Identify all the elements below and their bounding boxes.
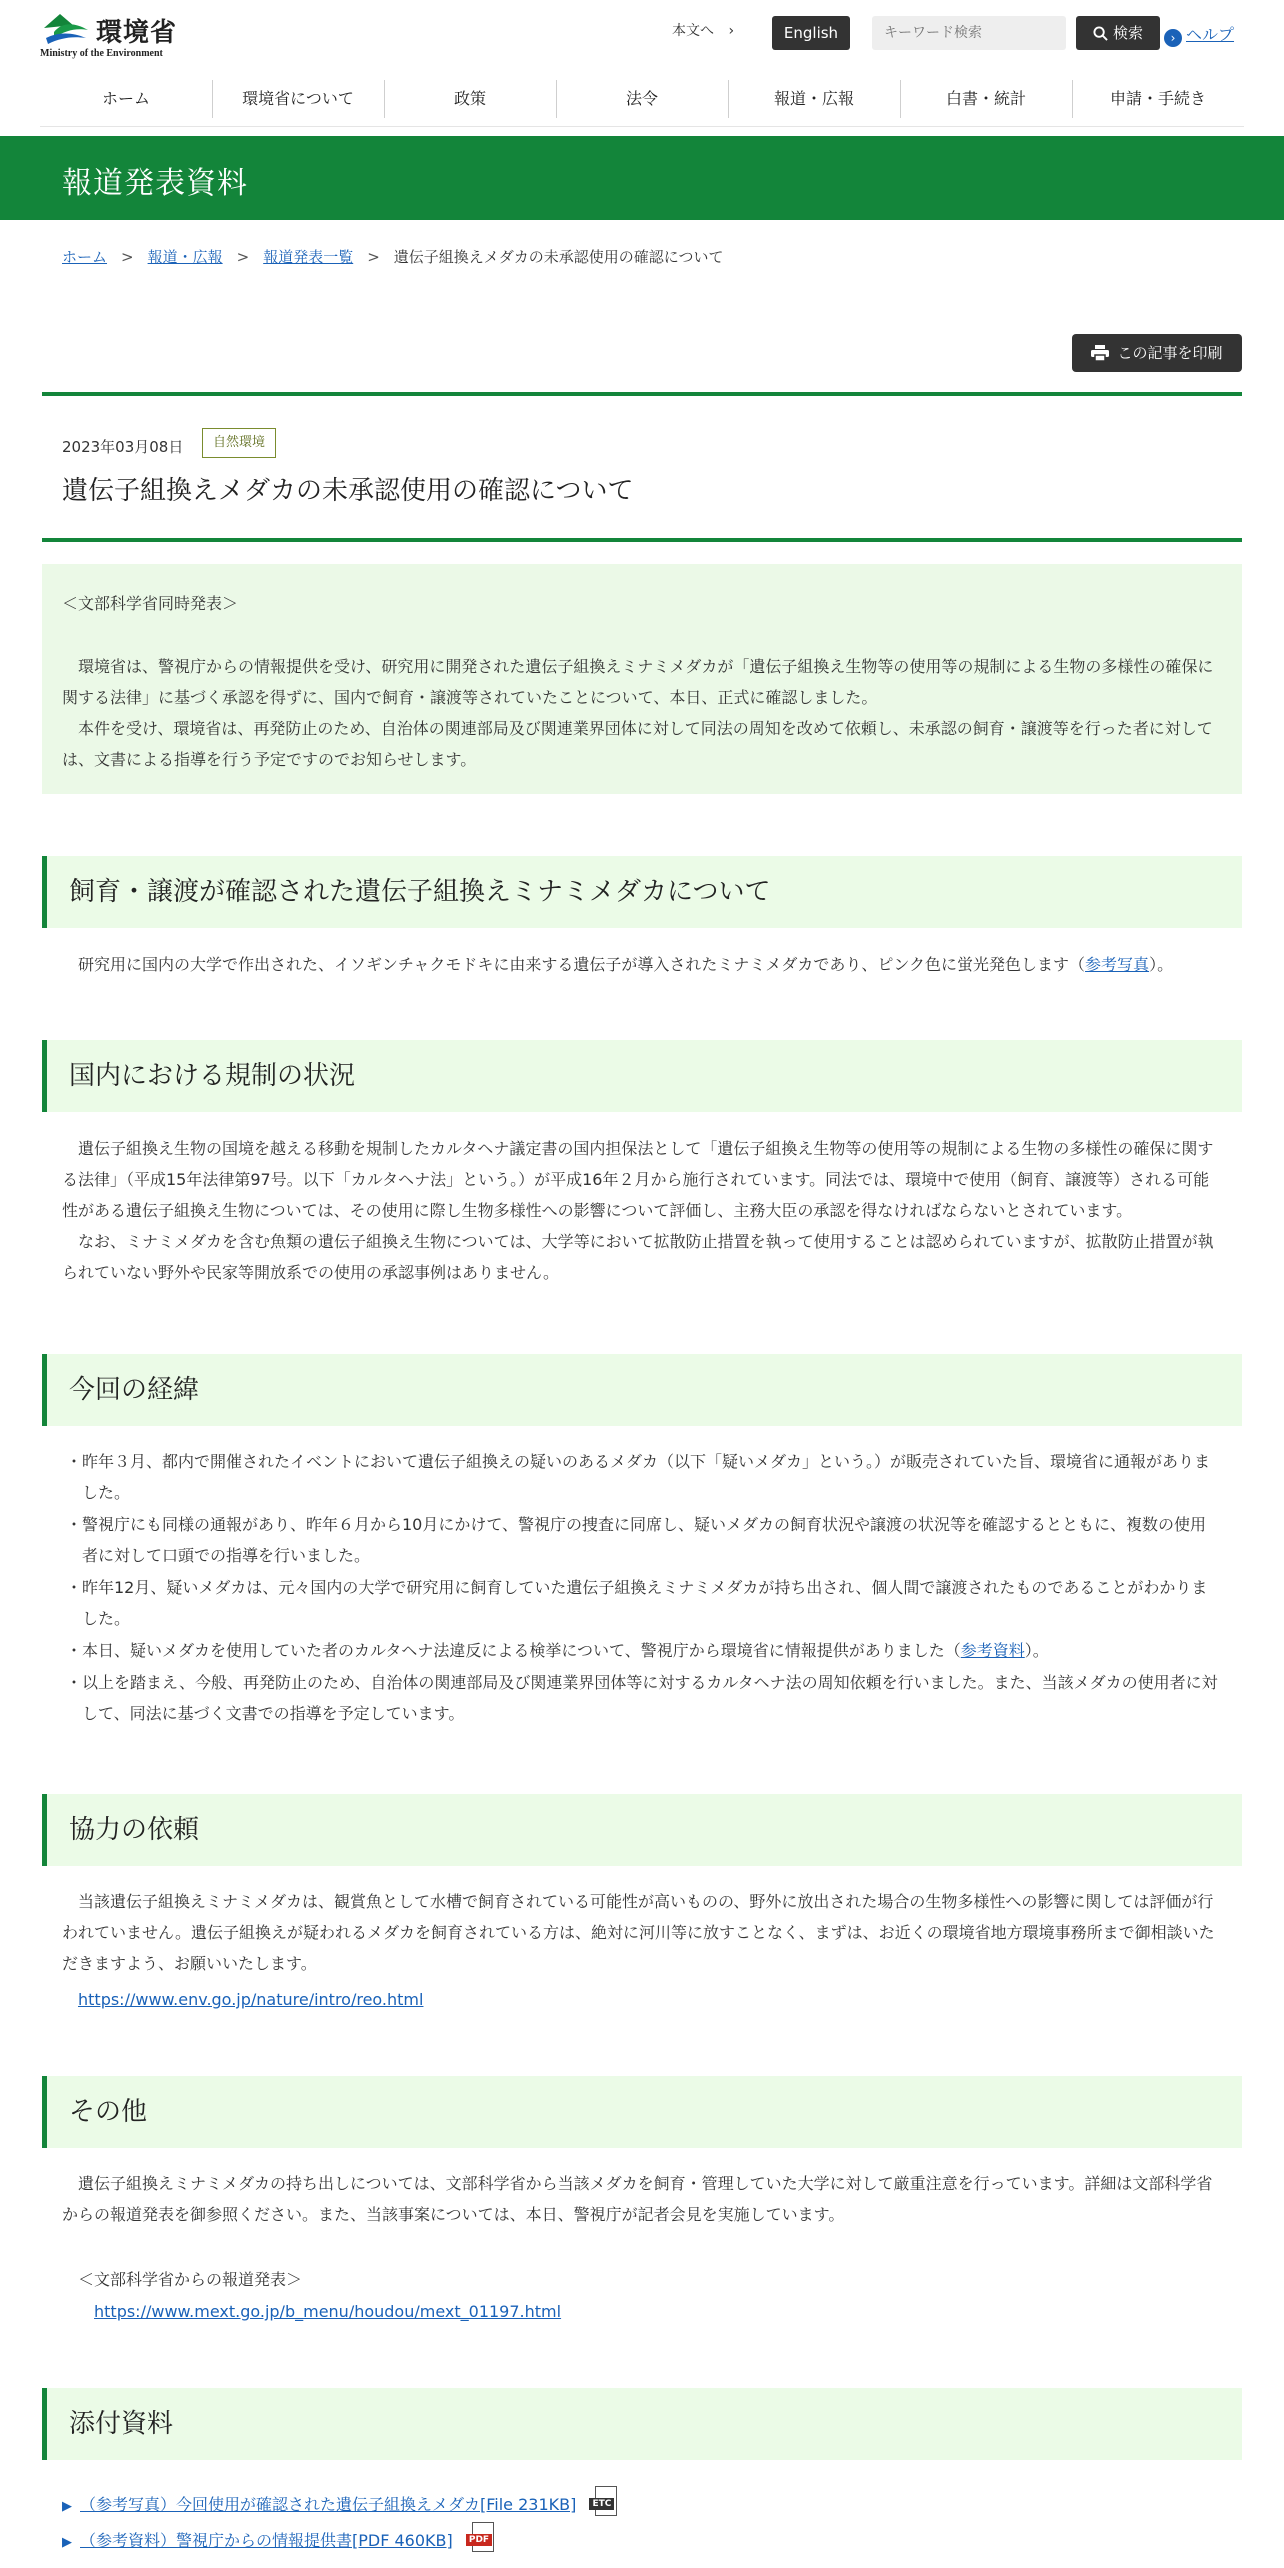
logo-text: 環境省: [96, 18, 178, 48]
search-icon: [1093, 26, 1108, 41]
reference-photo-link[interactable]: 参考写真: [1085, 955, 1150, 974]
section-paragraph: 当該遺伝子組換えミナミメダカは、観賞魚として水槽で飼育されている可能性が高いものの、野外に放出された場合の生物多様性への影響に関しては評価が行われていません。遺伝子組換えが疑われるメダカを飼育されている方は、絶対に河川等に放すことなく、まずは、お近くの環境省地方環境事務所まで御相談いただきますよう、お願いいたします。: [62, 1892, 1215, 1973]
help-link[interactable]: [1164, 22, 1234, 47]
list-item: [62, 1635, 1222, 1666]
search-button[interactable]: [1076, 16, 1160, 50]
skip-to-content-link[interactable]: [672, 20, 734, 40]
section-heading-attachments: 添付資料: [42, 2388, 1242, 2460]
divider: [42, 392, 1242, 396]
env-url-link[interactable]: https://www.env.go.jp/nature/intro/reo.html: [78, 1990, 424, 2009]
list-item: ・警視庁にも同様の通報があり、昨年６月から10月にかけて、警視庁の捜査に同席し、疑いメダカの飼育状況や譲渡の状況等を確認するとともに、複数の使用者に対して口頭での指導を行いました。: [66, 1515, 1207, 1565]
attachment-pdf-link[interactable]: （参考資料）警視庁からの情報提供書[PDF 460KB]: [80, 2531, 453, 2550]
page-title: 報道発表資料: [62, 166, 248, 201]
site-header: [0, 0, 1284, 68]
breadcrumb-press-list[interactable]: 報道発表一覧: [263, 248, 354, 266]
section-heading-background: 今回の経緯: [42, 1354, 1242, 1426]
joint-release-note: ＜文部科学省同時発表＞: [62, 594, 239, 613]
section-heading-regulation: 国内における規制の状況: [42, 1040, 1242, 1112]
nav-item-law[interactable]: 法令: [556, 72, 728, 126]
nav-item-policy[interactable]: 政策: [384, 72, 556, 126]
global-nav: [40, 72, 1244, 127]
triangle-bullet-icon: ▶: [62, 2535, 72, 2550]
paragraph-text: 研究用に国内の大学で作出された、イソギンチャクモドキに由来する遺伝子が導入されたミナミメダカであり、ピンク色に蛍光発色します（: [62, 955, 1086, 974]
lead-paragraph: 本件を受け、環境省は、再発防止のため、自治体の関連部局及び関連業界団体に対して同法の周知を改めて依頼し、未承認の飼育・譲渡等を行った者に対しては、文書による指導を行う予定ですのでお知らせします。: [62, 719, 1213, 769]
search-button-label: 検索: [1112, 24, 1143, 42]
page-title-band: [0, 136, 1284, 220]
search-input[interactable]: [872, 16, 1066, 50]
list-item-text: ）。: [1024, 1641, 1049, 1660]
help-link-label: ヘルプ: [1186, 25, 1235, 44]
nav-item-press[interactable]: 報道・広報: [728, 72, 900, 126]
breadcrumb: [62, 246, 723, 267]
ministry-logo[interactable]: [40, 8, 180, 58]
skip-link-label: 本文へ: [672, 23, 714, 39]
list-item: ・昨年３月、都内で開催されたイベントにおいて遺伝子組換えの疑いのあるメダカ（以下「疑いメダカ」という。）が販売されていた旨、環境省に通報がありました。: [66, 1452, 1211, 1502]
divider: [42, 538, 1242, 542]
nav-item-about[interactable]: 環境省について: [212, 72, 384, 126]
file-pdf-icon: [466, 2522, 496, 2554]
breadcrumb-home[interactable]: ホーム: [62, 248, 108, 266]
file-etc-icon: [589, 2486, 619, 2518]
breadcrumb-separator: >: [121, 248, 134, 266]
section-heading-request: 協力の依頼: [42, 1794, 1242, 1866]
section-paragraph: [62, 949, 1222, 980]
paragraph-text: ）。: [1149, 955, 1174, 974]
publish-date: 2023年03月08日: [62, 438, 184, 456]
breadcrumb-separator: >: [236, 248, 250, 266]
breadcrumb-separator: >: [367, 248, 380, 266]
english-button[interactable]: English: [772, 16, 850, 50]
breadcrumb-current: 遺伝子組換えメダカの未承認使用の確認について: [393, 248, 724, 266]
list-item: ・以上を踏まえ、今般、再発防止のため、自治体の関連部局及び関連業界団体等に対するカルタヘナ法の周知依頼を行いました。また、当該メダカの使用者に対して、同法に基づく文書での指導を予定しています。: [66, 1673, 1218, 1723]
mext-url-link[interactable]: https://www.mext.go.jp/b_menu/houdou/mext_01197.html: [94, 2302, 562, 2321]
list-item-text: ・本日、疑いメダカを使用していた者のカルタヘナ法違反による検挙について、警視庁から環境省に情報提供がありました（: [66, 1641, 961, 1660]
timeline-list: [62, 1446, 1222, 1730]
attachment-item: [62, 2522, 496, 2554]
section-heading-medaka: 飼育・譲渡が確認された遺伝子組換えミナミメダカについて: [42, 856, 1242, 928]
print-button-label: この記事を印刷: [1117, 344, 1223, 362]
chevron-circle-icon: ›: [1164, 29, 1182, 47]
section-paragraph: なお、ミナミメダカを含む魚類の遺伝子組換え生物については、大学等において拡散防止措置を執って使用することは認められていますが、拡散防止措置が執られていない野外や民家等開放系での使用の承認事例はありません。: [62, 1232, 1214, 1282]
triangle-bullet-icon: ▶: [62, 2499, 72, 2514]
lead-paragraph: 環境省は、警視庁からの情報提供を受け、研究用に開発された遺伝子組換えミナミメダカが「遺伝子組換え生物等の使用等の規制による生物の多様性の確保に関する法律」に基づく承認を得ずに、国内で飼育・譲渡等されていたことについて、本日、正式に確認しました。: [62, 657, 1214, 707]
section-paragraph: 遺伝子組換えミナミメダカの持ち出しについては、文部科学省から当該メダカを飼育・管理していた大学に対して厳重注意を行っています。詳細は文部科学省からの報道発表を御参照ください。また、当該事案については、本日、警視庁が記者会見を実施しています。: [62, 2174, 1213, 2224]
reference-material-link[interactable]: 参考資料: [960, 1641, 1025, 1660]
breadcrumb-press[interactable]: 報道・広報: [147, 248, 223, 266]
category-badge: 自然環境: [202, 428, 276, 458]
chevron-right-icon: ›: [728, 23, 735, 39]
list-item: ・昨年12月、疑いメダカは、元々国内の大学で研究用に飼育していた遺伝子組換えミナミメダカが持ち出され、個人間で譲渡されたものであることがわかりました。: [66, 1578, 1208, 1628]
nav-item-home[interactable]: ホーム: [101, 89, 150, 108]
printer-icon: [1091, 345, 1109, 361]
logo-mark-icon: [40, 8, 92, 48]
file-type-tag: PDF: [466, 2534, 492, 2546]
file-type-tag: ETC: [589, 2498, 614, 2510]
lead-summary-box: [42, 564, 1242, 794]
print-button[interactable]: [1072, 334, 1242, 372]
mext-release-label: ＜文部科学省からの報道発表＞: [78, 2270, 303, 2289]
nav-item-application[interactable]: 申請・手続き: [1072, 72, 1244, 126]
article-title: 遺伝子組換えメダカの未承認使用の確認について: [62, 476, 634, 506]
attachment-photo-link[interactable]: （参考写真）今回使用が確認された遺伝子組換えメダカ[File 231KB]: [80, 2495, 577, 2514]
section-heading-other: その他: [42, 2076, 1242, 2148]
logo-subtitle: Ministry of the Environment: [40, 48, 163, 59]
section-paragraph: 遺伝子組換え生物の国境を越える移動を規制したカルタヘナ議定書の国内担保法として「遺伝子組換え生物等の使用等の規制による生物の多様性の確保に関する法律」（平成15年法律第97号。以下「カルタヘナ法」という。）が平成16年２月から施行されています。同法では、環境中で使用（飼育、譲渡等）される可能性がある遺伝子組換え生物については、その使用に際し生物多様性への影響について評価し、主務大臣の承認を得なければならないとされています。: [62, 1139, 1214, 1220]
nav-item-whitepaper[interactable]: 白書・統計: [900, 72, 1072, 126]
attachment-item: [62, 2486, 619, 2518]
